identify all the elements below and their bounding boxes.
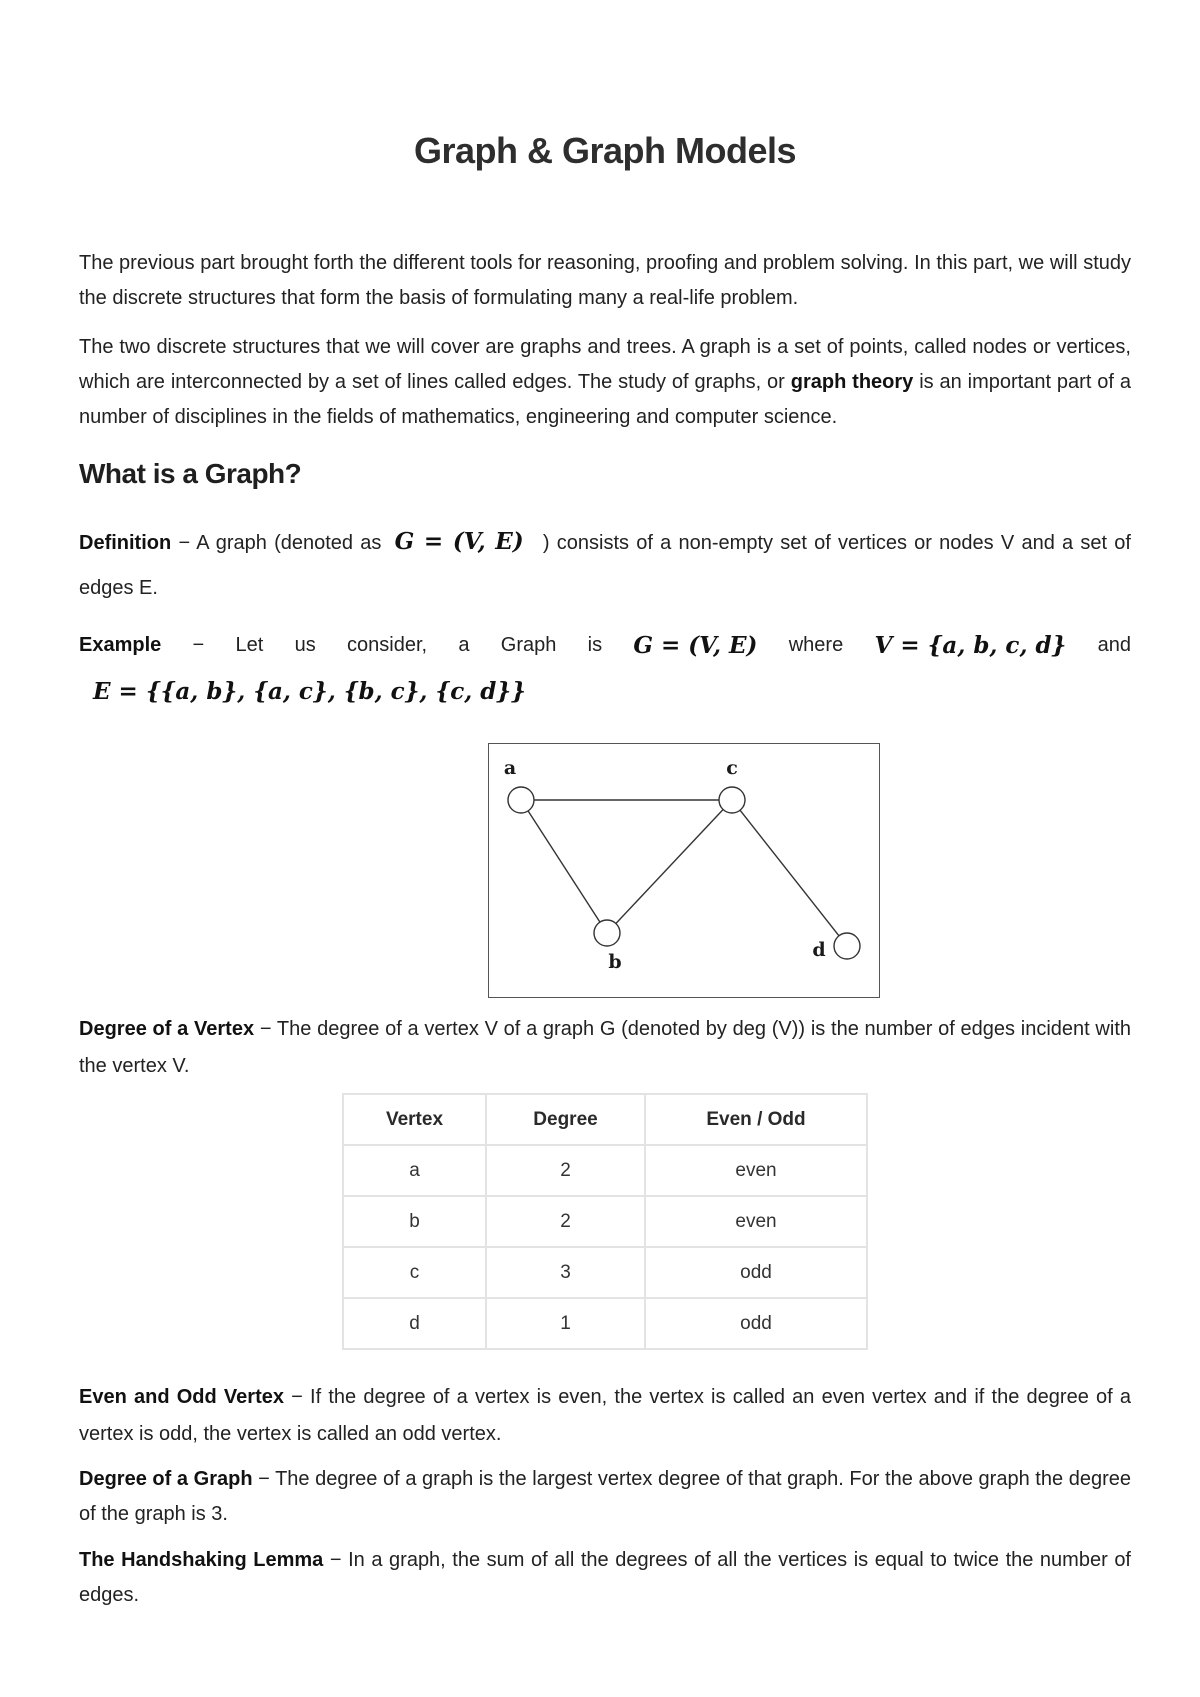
degree-vertex-text: − The degree of a vertex V of a graph G (denoted by deg (V)) is the number of edges incident with the vertex V.	[79, 1018, 1131, 1077]
definition-paragraph	[79, 519, 1131, 611]
graph-vertex-label-c: c	[726, 757, 738, 779]
graph-edge-c-d	[740, 810, 839, 936]
table-cell: even	[645, 1145, 867, 1196]
table-header-parity: Even / Odd	[645, 1094, 867, 1145]
even-odd-label: Even and Odd Vertex	[79, 1386, 284, 1408]
graph-vertex-d	[834, 933, 860, 959]
table-row	[343, 1247, 867, 1298]
table-cell: d	[343, 1298, 486, 1349]
table-header-row	[343, 1094, 867, 1145]
graph-edge-a-b	[528, 811, 600, 922]
definition-formula: G = (V, E)	[394, 528, 524, 555]
intro-p2-text-before: The two discrete structures that we will cover are graphs and trees. A graph is a set of points, called nodes or vertices, which are interconnected by a set of lines called edges. The study of graphs, or	[79, 336, 1131, 393]
table-header-vertex: Vertex	[343, 1094, 486, 1145]
graph-figure	[488, 743, 880, 998]
graph-diagram	[489, 744, 879, 997]
example-word: us	[294, 634, 316, 656]
example-word-and: and	[1097, 634, 1131, 656]
example-word: a	[458, 634, 470, 656]
definition-text-before: − A graph (denoted as	[171, 532, 389, 554]
section-heading: What is a Graph?	[79, 458, 302, 489]
example-word: Graph	[500, 634, 557, 656]
table-row	[343, 1196, 867, 1247]
graph-vertex-c	[719, 787, 745, 813]
table-row	[343, 1145, 867, 1196]
table-row	[343, 1298, 867, 1349]
intro-paragraph-2	[79, 330, 1131, 435]
page-title: Graph & Graph Models	[413, 130, 797, 171]
graph-vertex-label-b: b	[608, 951, 622, 973]
even-odd-text: − If the degree of a vertex is even, the vertex is called an even vertex and if the degree of a vertex is odd, the vertex is called an odd vertex.	[79, 1386, 1131, 1445]
example-label: Example	[79, 634, 162, 656]
example-word: is	[587, 634, 603, 656]
table-cell: 3	[486, 1247, 645, 1298]
table-cell: 2	[486, 1145, 645, 1196]
example-edges-line	[93, 678, 526, 705]
degree-vertex-label: Degree of a Vertex	[79, 1018, 255, 1040]
handshaking-text: − In a graph, the sum of all the degrees of all the vertices is equal to twice the number of edges.	[79, 1549, 1131, 1606]
graph-vertex-b	[594, 920, 620, 946]
table-cell: odd	[645, 1298, 867, 1349]
table-cell: 2	[486, 1196, 645, 1247]
even-odd-paragraph	[79, 1379, 1131, 1453]
handshaking-paragraph	[79, 1543, 1131, 1613]
example-formula-e: E = {{a, b}, {a, c}, {b, c}, {c, d}}	[93, 678, 526, 705]
definition-text-after: ) consists of a non-empty set of vertices or nodes V and a set of edges E.	[79, 532, 1131, 599]
degree-vertex-paragraph	[79, 1011, 1131, 1085]
example-formula-v: V = {a, b, c, d}	[874, 632, 1067, 659]
example-word: consider,	[347, 634, 428, 656]
graph-vertex-label-d: d	[812, 939, 826, 961]
table-cell: even	[645, 1196, 867, 1247]
degree-graph-text: − The degree of a graph is the largest vertex degree of that graph. For the above graph the degree of the graph is 3.	[79, 1468, 1131, 1525]
graph-vertex-label-a: a	[503, 757, 517, 779]
degree-table	[342, 1093, 868, 1350]
table-cell: a	[343, 1145, 486, 1196]
table-cell: b	[343, 1196, 486, 1247]
intro-paragraph-1: The previous part brought forth the different tools for reasoning, proofing and problem solving. In this part, we will study the discrete structures that form the basis of formulating many a real-life problem.	[79, 252, 1131, 309]
example-formula-g: G = (V, E)	[633, 632, 758, 659]
table-cell: odd	[645, 1247, 867, 1298]
handshaking-label: The Handshaking Lemma	[79, 1549, 324, 1571]
graph-vertex-a	[508, 787, 534, 813]
example-word: Let	[235, 634, 264, 656]
definition-label: Definition	[79, 532, 172, 554]
degree-graph-paragraph	[79, 1462, 1131, 1532]
example-paragraph	[79, 623, 1131, 668]
intro-p2-text-after: is an important part of a number of disciplines in the fields of mathematics, engineering and computer science.	[79, 371, 1131, 428]
table-header-degree: Degree	[486, 1094, 645, 1145]
table-cell: c	[343, 1247, 486, 1298]
degree-graph-label: Degree of a Graph	[79, 1468, 253, 1490]
graph-edge-b-c	[616, 809, 723, 923]
table-cell: 1	[486, 1298, 645, 1349]
graph-theory-term: graph theory	[790, 371, 914, 393]
example-word: −	[192, 634, 205, 656]
example-word-where: where	[788, 634, 844, 656]
